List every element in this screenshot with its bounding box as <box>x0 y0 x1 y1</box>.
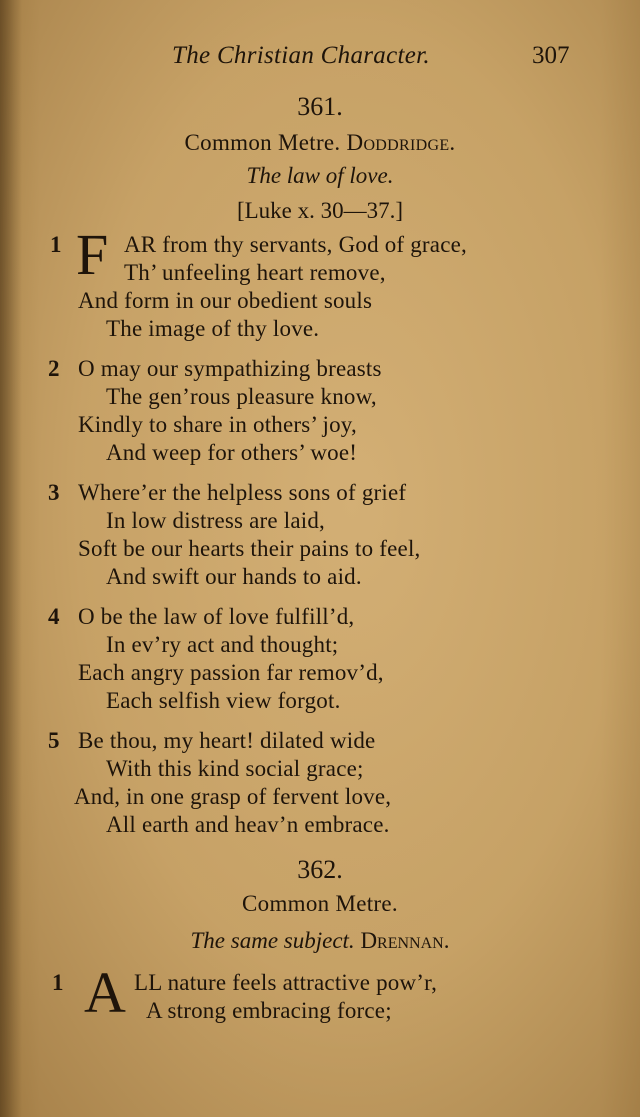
verse-line: All earth and heav’n embrace. <box>106 812 390 837</box>
running-head <box>0 40 640 74</box>
verse-line: In ev’ry act and thought; <box>106 632 339 657</box>
stanza-number: 4 <box>48 604 60 629</box>
verse-line: With this kind social grace; <box>106 756 364 781</box>
verse-line: The gen’rous pleasure know, <box>106 384 377 409</box>
stanza-number: 5 <box>48 728 60 753</box>
verse-line: LL nature feels attractive pow’r, <box>134 970 438 995</box>
hymn-number: 362. <box>297 855 343 884</box>
hymn-subtitle: The law of love. <box>246 163 394 188</box>
verse-line: The image of thy love. <box>106 316 320 341</box>
verse-line: O be the law of love fulfill’d, <box>78 604 355 629</box>
verse-line: And weep for others’ woe! <box>106 440 358 465</box>
hymn-subtitle: The same subject. <box>190 928 355 953</box>
hymn-author: Doddridge. <box>346 130 456 155</box>
stanza-number: 1 <box>50 232 62 257</box>
hymn-number: 361. <box>297 92 343 121</box>
verse-line: And form in our obedient souls <box>78 288 373 313</box>
verse-line: A strong embracing force; <box>146 998 392 1023</box>
stanza-number: 3 <box>48 480 60 505</box>
drop-cap: A <box>84 960 126 1025</box>
hymn-metre-line <box>0 130 640 156</box>
verse-line: And swift our hands to aid. <box>106 564 362 589</box>
verse-line: Soft be our hearts their pains to feel, <box>78 536 421 561</box>
verse-line <box>124 232 467 258</box>
verse-line: Where’er the helpless sons of grief <box>78 480 407 505</box>
stanza-number: 2 <box>48 356 60 381</box>
running-head-title: The Christian Character. <box>172 42 430 69</box>
verse-line: Be thou, my heart! dilated wide <box>78 728 376 753</box>
verse-line: Kindly to share in others’ joy, <box>78 412 357 437</box>
stanza-number: 1 <box>52 970 64 995</box>
verse-line: In low distress are laid, <box>106 508 325 533</box>
scripture-reference: [Luke x. 30—37.] <box>236 198 404 223</box>
verse-line: Each angry passion far remov’d, <box>78 660 384 685</box>
verse-line-text: AR from thy servants, God of grace, <box>124 232 467 257</box>
verse-line: And, in one grasp of fervent love, <box>74 784 392 809</box>
page-number: 307 <box>532 42 570 69</box>
hymn-author: Drennan. <box>360 928 450 953</box>
hymn-subtitle-line <box>0 928 640 954</box>
hymn-metre: Common Metre. <box>184 130 341 155</box>
verse-line: O may our sympathizing breasts <box>78 356 382 381</box>
hymn-metre: Common Metre. <box>242 891 398 916</box>
verse-line: Th’ unfeeling heart remove, <box>124 260 386 285</box>
verse-line: Each selfish view forgot. <box>106 688 341 713</box>
drop-cap: F <box>76 222 109 287</box>
